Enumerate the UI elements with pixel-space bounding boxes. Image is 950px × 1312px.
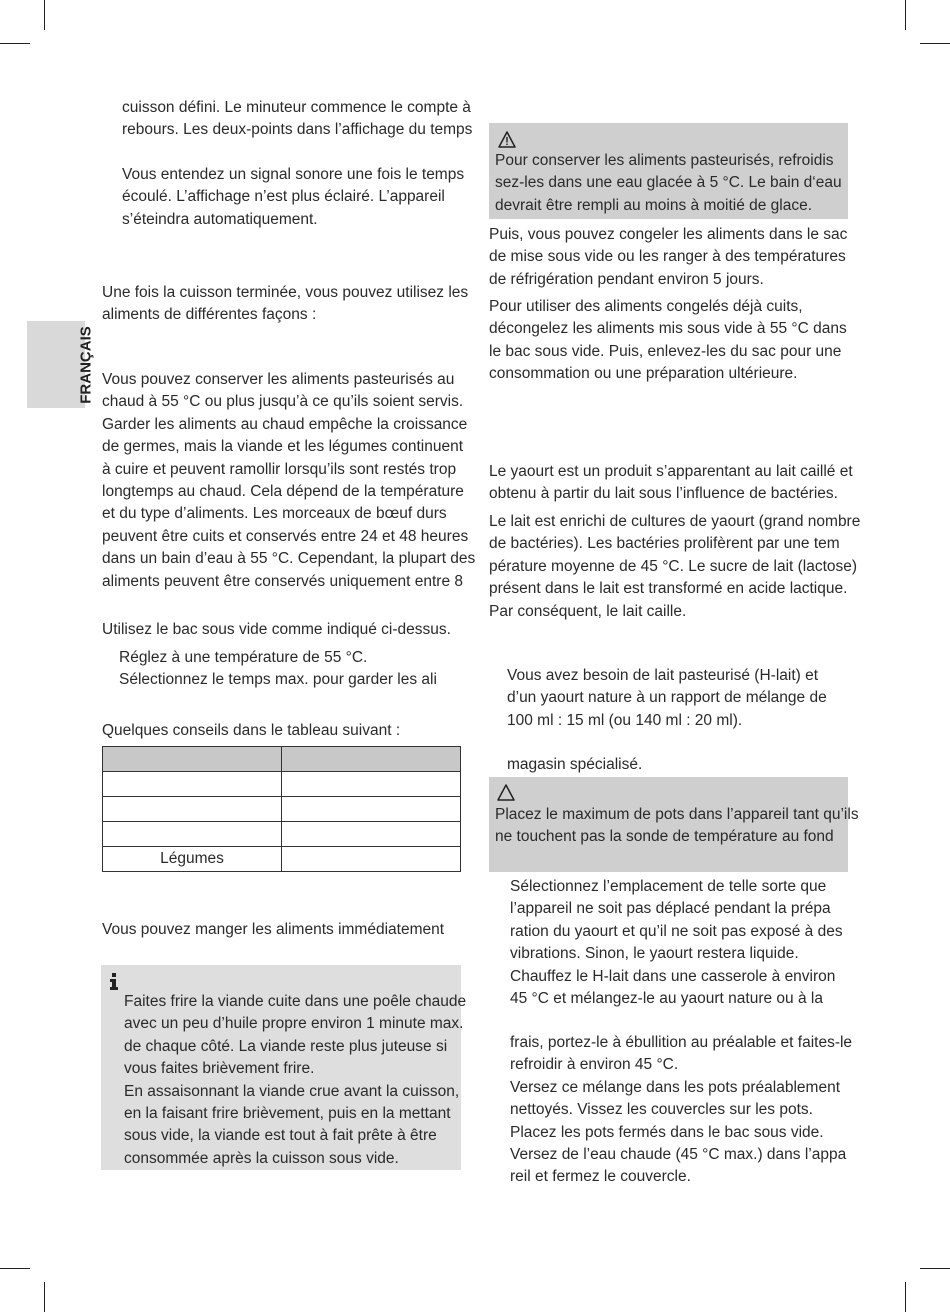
text-line: aliments de différentes façons : [102,306,317,324]
text-line: Pour conserver les aliments pasteurisés, refroidis [495,152,834,169]
table-cell: Légumes [103,847,282,872]
crop-mark [44,1282,45,1312]
text-line: écoulé. L’affichage n’est plus éclairé. L’appareil [122,188,445,206]
text-line: consommée après la cuisson sous vide. [124,1149,399,1167]
text-line: à cuire et peuvent ramollir lorsqu’ils sont restés trop [102,460,457,478]
text-line: Le lait est enrichi de cultures de yaourt (grand nombre [489,513,861,530]
after-cooking-paragraph [102,282,468,327]
text-line: vous faites brièvement frire. [124,1060,315,1078]
frozen-food-paragraph [489,296,847,386]
warning-box-text [495,150,842,217]
text-line: Puis, vous pouvez congeler les aliments dans le sac [489,226,848,243]
crop-mark [920,1268,950,1269]
language-tab [27,321,95,408]
text-line: Chauffez le H-lait dans une casserole à environ [510,967,836,985]
text-line: refroidir à environ 45 °C. [510,1056,679,1074]
text-line: rebours. Les deux-points dans l’affichage du temps [122,121,473,139]
text-line: Une fois la cuisson terminée, vous pouvez utilisez les [102,284,469,301]
keep-warm-paragraph [102,369,475,593]
text-line: décongelez les aliments mis sous vide à 55 °C dans [489,320,847,338]
table-row [103,847,461,872]
text-line: devrait être rempli au moins à moitié de glace. [495,196,813,214]
text-line: Le yaourt est un produit s’apparentant au lait caillé et [489,463,853,480]
tips-table [102,746,461,872]
text-line: en la faisant frire brièvement, puis en la mettant [124,1105,451,1123]
table-row [103,797,461,822]
text-line: pérature moyenne de 45 °C. Le sucre de lait (lactose) [489,557,858,575]
use-bath-text: Utilisez le bac sous vide comme indiqué ci-dessus. [102,621,451,638]
text-line: Garder les aliments au chaud empêche la croissance [102,415,468,433]
shop-text: magasin spécialisé. [507,756,643,773]
text-line: Placez le maximum de pots dans l’appareil tant qu’ils [495,806,859,823]
freeze-paragraph [489,224,847,291]
yogurt-intro-paragraph [489,461,853,506]
signal-paragraph [122,164,464,231]
text-line: peuvent être cuits et conservés entre 24 et 48 heures [102,527,469,545]
text-line: Vous entendez un signal sonore une fois le temps [122,166,465,183]
text-line: chaud à 55 °C ou plus jusqu’à ce qu’ils soient servis. [102,393,464,411]
text-line: Sélectionnez l’emplacement de telle sorte que [510,878,827,895]
table-cell [282,772,461,797]
table-cell [282,822,461,847]
warning-box-text [495,804,859,849]
text-line: Placez les pots fermés dans le bac sous vide. [510,1123,824,1141]
text-line: Faites frire la viande cuite dans une poêle chaude [124,993,467,1010]
text-line: nettoyés. Vissez les couvercles sur les pots. [510,1101,813,1119]
table-header-cell [282,747,461,772]
info-icon [109,973,119,990]
table-cell [282,847,461,872]
table-row [103,822,461,847]
text-line: consommation ou une préparation ultérieure. [489,365,798,383]
table-intro-text: Quelques conseils dans le tableau suivant : [102,722,401,739]
warning-icon [497,784,515,801]
text-line: cuisson défini. Le minuteur commence le compte à [122,99,471,116]
eat-now-text: Vous pouvez manger les aliments immédiatement [102,921,445,938]
crop-mark [44,0,45,30]
text-line: de réfrigération pendant environ 5 jours. [489,270,764,288]
text-line: vibrations. Sinon, le yaourt restera liquide. [510,945,799,963]
yogurt-process-paragraph [489,511,860,623]
timer-paragraph [122,97,472,142]
text-line: de mise sous vide ou les ranger à des températures [489,248,846,266]
text-line: reil et fermez le couvercle. [510,1168,691,1186]
info-box-text [124,991,466,1170]
text-line: frais, portez-le à ébullition au préalable et faites-le [510,1034,853,1051]
text-line: l’appareil ne soit pas déplacé pendant la prépa [510,900,831,918]
text-line: sez-les dans une eau glacée à 5 °C. Le bain d‘eau [495,174,842,192]
crop-mark [905,1282,906,1312]
crop-mark [905,0,906,30]
text-line: d’un yaourt nature à un rapport de mélange de [507,689,827,707]
step-item: Réglez à une température de 55 °C. [119,649,368,666]
text-line: aliments peuvent être conservés uniquement entre 8 [102,572,464,590]
table-cell [103,797,282,822]
text-line: ration du yaourt et qu’il ne soit pas exposé à des [510,922,843,940]
language-tab-label: FRANÇAIS [77,325,95,404]
text-line: Vous pouvez conserver les aliments pasteurisés au [102,371,455,388]
table-cell [282,797,461,822]
instructions-list-1 [510,876,843,1010]
table-row [103,772,461,797]
text-line: ne touchent pas la sonde de température au fond [495,828,834,846]
text-line: dans un bain d’eau à 55 °C. Cependant, la plupart des [102,550,476,568]
warning-box-jars [489,777,859,872]
text-line: de germes, mais la viande et les légumes continuent [102,438,464,456]
text-line: Pour utiliser des aliments congelés déjà cuits, [489,298,803,315]
text-line: avec un peu d’huile propre environ 1 minute max. [124,1015,464,1033]
text-line: longtemps au chaud. Cela dépend de la température [102,483,464,501]
table-cell [103,772,282,797]
text-line: sous vide, la viande est tout à fait prête à être [124,1127,437,1145]
steps-list [119,647,437,692]
text-line: Vous avez besoin de lait pasteurisé (H-lait) et [507,667,819,684]
table-header-row [103,747,461,772]
text-line: 100 ml : 15 ml (ou 140 ml : 20 ml). [507,711,743,729]
text-line: 45 °C et mélangez-le au yaourt nature ou à la [510,990,823,1008]
text-line: de chaque côté. La viande reste plus juteuse si [124,1037,448,1055]
text-line: En assaisonnant la viande crue avant la cuisson, [124,1082,460,1100]
text-line: et du type d’aliments. Les morceaux de bœuf durs [102,505,447,523]
text-line: le bac sous vide. Puis, enlevez-les du sac pour une [489,342,842,360]
warning-icon [498,131,516,148]
text-line: présent dans le lait est transformé en acide lactique. [489,580,848,598]
warning-box-cooling [489,123,848,219]
text-line: Versez ce mélange dans les pots préalablement [510,1078,841,1096]
text-line: de bactéries). Les bactéries prolifèrent par une tem [489,535,840,553]
text-line: Versez de l’eau chaude (45 °C max.) dans l’appa [510,1146,847,1164]
crop-mark [0,43,30,44]
step-item: Sélectionnez le temps max. pour garder les ali [119,671,437,689]
table-cell [103,822,282,847]
table-header-cell [103,747,282,772]
text-line: s’éteindra automatiquement. [122,210,318,228]
crop-mark [920,43,950,44]
needs-paragraph [507,665,827,732]
text-line: obtenu à partir du lait sous l’influence de bactéries. [489,485,838,503]
instructions-list-2 [510,1032,852,1189]
text-line: Par conséquent, le lait caille. [489,602,687,620]
info-box [101,965,467,1170]
crop-mark [0,1268,30,1269]
